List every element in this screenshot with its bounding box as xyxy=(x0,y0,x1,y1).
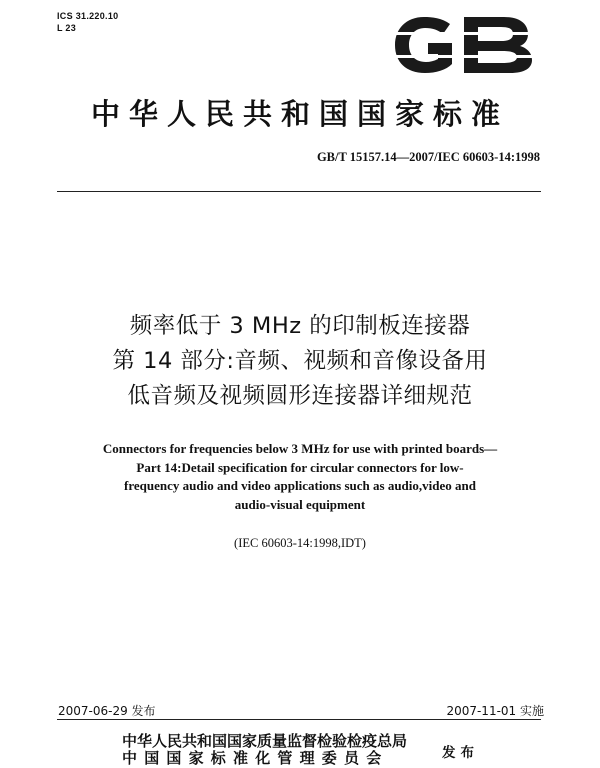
issuer-sac: 中国国家标准化管理委员会 xyxy=(122,749,389,767)
header-divider xyxy=(57,191,541,192)
ics-code: ICS 31.220.10 xyxy=(57,11,119,21)
national-standard-title: 中华人民共和国国家标准 xyxy=(90,97,509,131)
footer-divider xyxy=(57,719,541,720)
issuer-aqsiq: 中华人民共和国国家质量监督检验检疫总局 xyxy=(122,732,408,750)
title-zh-line: 第 14 部分:音频、视频和音像设备用 xyxy=(112,348,488,374)
title-en-line: frequency audio and video applications such as audio,video and xyxy=(124,478,476,493)
gb-logo xyxy=(392,12,540,78)
title-en-line: Part 14:Detail specification for circular connectors for low- xyxy=(136,459,464,475)
title-zh-line: 低音频及视频圆形连接器详细规范 xyxy=(127,383,473,409)
issuing-authorities xyxy=(122,733,407,767)
title-english xyxy=(70,440,530,514)
publish-label: 发布 xyxy=(442,745,479,761)
ccs-code: L 23 xyxy=(57,23,77,33)
title-en-line: audio-visual equipment xyxy=(234,496,366,512)
equivalence-note: (IEC 60603-14:1998,IDT) xyxy=(234,536,366,550)
standard-number: GB/T 15157.14—2007/IEC 60603-14:1998 xyxy=(316,150,540,164)
title-zh-line: 频率低于 3 MHz 的印制板连接器 xyxy=(129,313,471,339)
implement-date: 2007-11-01 实施 xyxy=(446,704,544,718)
classification-codes xyxy=(57,10,118,34)
issue-date: 2007-06-29 发布 xyxy=(58,704,156,718)
title-en-line: Connectors for frequencies below 3 MHz for use with printed boards— xyxy=(102,441,498,456)
title-chinese xyxy=(0,309,600,414)
